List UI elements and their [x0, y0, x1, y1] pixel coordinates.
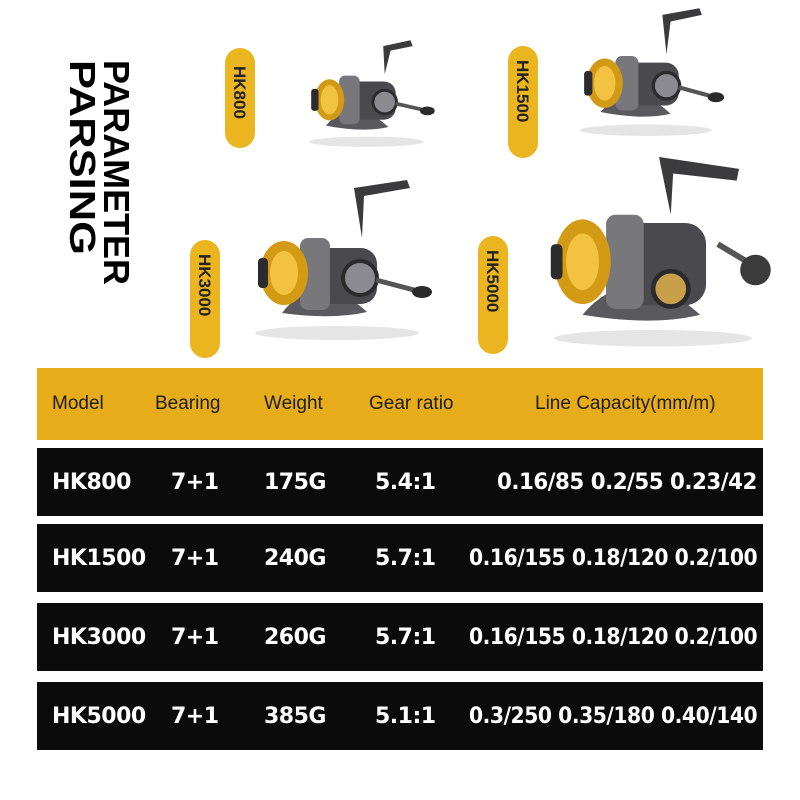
model-badge-label: HK800	[230, 66, 249, 119]
cell-gear-ratio: 5.7:1	[375, 624, 436, 650]
header-gear-ratio: Gear ratio	[369, 393, 454, 414]
cell-weight: 175G	[264, 469, 326, 495]
model-badge-hk3000	[190, 240, 220, 358]
header-weight: Weight	[264, 393, 323, 414]
cell-line-capacity: 0.3/250 0.35/180 0.40/140	[469, 703, 758, 729]
cell-line-capacity: 0.16/155 0.18/120 0.2/100	[469, 545, 758, 571]
model-badge-label: HK5000	[483, 250, 502, 313]
reel-icon	[222, 178, 462, 348]
table-row	[37, 682, 763, 750]
model-badge-label: HK1500	[513, 60, 532, 123]
header-model: Model	[52, 393, 104, 414]
cell-weight: 240G	[264, 545, 326, 571]
cell-gear-ratio: 5.1:1	[375, 703, 436, 729]
reel-icon	[565, 5, 735, 145]
model-badge-label: HK3000	[195, 254, 214, 317]
cell-bearing: 7+1	[171, 703, 219, 729]
header-bearing: Bearing	[155, 393, 221, 414]
reel-icon	[518, 150, 800, 350]
cell-bearing: 7+1	[171, 469, 219, 495]
heading-line-2: PARSING	[62, 60, 103, 222]
cell-line-capacity: 0.16/85 0.2/55 0.23/42	[497, 469, 757, 495]
heading-line-1: PARAMETER	[96, 60, 137, 286]
cell-bearing: 7+1	[171, 624, 219, 650]
model-badge-hk800	[225, 48, 255, 148]
cell-model: HK800	[52, 469, 131, 495]
cell-model: HK3000	[52, 624, 146, 650]
cell-gear-ratio: 5.4:1	[375, 469, 436, 495]
page-heading	[62, 60, 137, 290]
model-badge-hk1500	[508, 46, 538, 158]
cell-weight: 260G	[264, 624, 326, 650]
cell-gear-ratio: 5.7:1	[375, 545, 436, 571]
cell-model: HK5000	[52, 703, 146, 729]
header-line-capacity: Line Capacity(mm/m)	[535, 393, 716, 414]
table-row	[37, 524, 763, 592]
cell-bearing: 7+1	[171, 545, 219, 571]
reel-icon	[295, 30, 445, 155]
model-badge-hk5000	[478, 236, 508, 354]
cell-line-capacity: 0.16/155 0.18/120 0.2/100	[469, 624, 758, 650]
table-row	[37, 448, 763, 516]
cell-model: HK1500	[52, 545, 146, 571]
table-row	[37, 603, 763, 671]
table-header	[37, 368, 763, 440]
cell-weight: 385G	[264, 703, 326, 729]
